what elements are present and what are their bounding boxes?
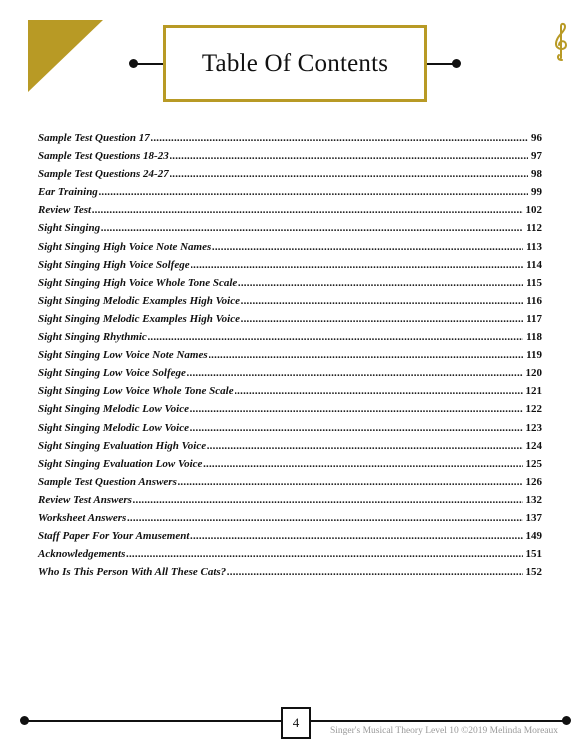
toc-entry[interactable]: [38, 548, 542, 566]
toc-entry-title: Sight Singing Low Voice Note Names: [38, 349, 208, 362]
toc-entry-title: Sample Test Question Answers: [38, 475, 177, 488]
toc-leader-dots: [241, 295, 523, 307]
toc-entry-title: Sight Singing Low Voice Solfege: [38, 367, 186, 380]
title-dot-left: [129, 59, 138, 68]
toc-leader-dots: [241, 313, 523, 325]
title-dot-right: [452, 59, 461, 68]
footer-dot-right: [562, 716, 571, 725]
toc-entry-title: Review Test Answers: [38, 493, 132, 506]
title-box: [163, 25, 427, 102]
page-title: Table Of Contents: [201, 49, 389, 77]
footer-dot-left: [20, 716, 29, 725]
toc-leader-dots: [99, 186, 528, 198]
toc-leader-dots: [207, 440, 522, 452]
toc-leader-dots: [187, 367, 523, 379]
toc-leader-dots: [190, 530, 522, 542]
toc-entry[interactable]: [38, 458, 542, 476]
treble-clef-icon: [552, 22, 570, 62]
toc-leader-dots: [101, 222, 523, 234]
toc-entry[interactable]: [38, 349, 542, 367]
toc-entry[interactable]: [38, 150, 542, 168]
toc-entry-title: Sight Singing High Voice Solfege: [38, 258, 190, 271]
toc-entry-page: 152: [525, 566, 542, 579]
toc-entry-title: Worksheet Answers: [38, 511, 127, 524]
toc-entry[interactable]: [38, 512, 542, 530]
toc-entry-title: Sight Singing Melodic Examples High Voice: [38, 294, 241, 307]
toc-leader-dots: [151, 132, 528, 144]
toc-entry-title: Sight Singing Rhythmic: [38, 331, 147, 344]
toc-leader-dots: [127, 512, 522, 524]
toc-leader-dots: [212, 241, 523, 253]
toc-entry-page: 97: [531, 150, 542, 163]
toc-entry[interactable]: [38, 186, 542, 204]
corner-decoration: [28, 20, 103, 92]
toc-entry[interactable]: [38, 494, 542, 512]
page-number-box: [281, 707, 311, 739]
toc-list: [38, 132, 542, 584]
toc-entry-page: 99: [531, 186, 542, 199]
toc-entry-title: Sight Singing Melodic Examples High Voice: [38, 312, 241, 325]
toc-entry[interactable]: [38, 259, 542, 277]
toc-leader-dots: [170, 150, 528, 162]
toc-leader-dots: [238, 277, 523, 289]
toc-entry[interactable]: [38, 331, 542, 349]
toc-entry-page: 120: [525, 367, 542, 380]
toc-entry-page: 125: [525, 457, 542, 470]
toc-entry-title: Review Test: [38, 204, 92, 217]
toc-entry-page: 114: [526, 258, 542, 271]
toc-entry-page: 132: [525, 493, 542, 506]
toc-entry-page: 123: [525, 421, 542, 434]
toc-entry[interactable]: [38, 566, 542, 584]
toc-entry-title: Sight Singing Evaluation Low Voice: [38, 457, 203, 470]
toc-entry-page: 113: [526, 240, 542, 253]
toc-entry-page: 115: [526, 276, 542, 289]
toc-entry[interactable]: [38, 476, 542, 494]
toc-entry-page: 118: [526, 331, 542, 344]
toc-entry[interactable]: [38, 530, 542, 548]
toc-leader-dots: [133, 494, 523, 506]
toc-entry[interactable]: [38, 222, 542, 240]
toc-entry[interactable]: [38, 168, 542, 186]
toc-entry-page: 149: [525, 530, 542, 543]
toc-leader-dots: [209, 349, 523, 361]
toc-entry-title: Who Is This Person With All These Cats?: [38, 566, 227, 579]
toc-leader-dots: [126, 548, 522, 560]
toc-entry[interactable]: [38, 403, 542, 421]
toc-entry-page: 121: [525, 385, 542, 398]
toc-entry-title: Sight Singing Melodic Low Voice: [38, 403, 189, 416]
toc-entry-title: Sight Singing Evaluation High Voice: [38, 439, 207, 452]
toc-entry[interactable]: [38, 385, 542, 403]
toc-entry-page: 122: [525, 403, 542, 416]
toc-entry[interactable]: [38, 204, 542, 222]
toc-entry[interactable]: [38, 295, 542, 313]
toc-leader-dots: [148, 331, 523, 343]
toc-entry[interactable]: [38, 367, 542, 385]
toc-entry-title: Sight Singing High Voice Note Names: [38, 240, 212, 253]
toc-entry[interactable]: [38, 277, 542, 295]
toc-entry[interactable]: [38, 422, 542, 440]
toc-entry-title: Sight Singing Melodic Low Voice: [38, 421, 189, 434]
footer-rule-left: [24, 720, 281, 722]
toc-leader-dots: [178, 476, 523, 488]
toc-leader-dots: [92, 204, 522, 216]
toc-entry[interactable]: [38, 313, 542, 331]
toc-entry-title: Staff Paper For Your Amusement: [38, 530, 190, 543]
toc-entry-title: Ear Training: [38, 186, 98, 199]
footer-credit: Singer's Musical Theory Level 10 ©2019 Melinda Moreaux: [330, 726, 558, 736]
toc-entry-page: 137: [525, 511, 542, 524]
toc-leader-dots: [170, 168, 528, 180]
page-number: 4: [292, 715, 300, 730]
toc-entry-page: 102: [525, 204, 542, 217]
toc-entry-title: Sample Test Question 17: [38, 132, 150, 144]
toc-entry[interactable]: [38, 440, 542, 458]
toc-entry-page: 124: [525, 439, 542, 452]
toc-entry-page: 151: [525, 548, 542, 561]
toc-entry-title: Acknowledgements: [38, 548, 126, 561]
toc-leader-dots: [191, 259, 524, 271]
toc-leader-dots: [227, 566, 522, 578]
toc-entry[interactable]: [38, 241, 542, 259]
toc-entry-title: Sample Test Questions 18-23: [38, 150, 169, 163]
toc-entry-page: 126: [525, 475, 542, 488]
toc-leader-dots: [190, 403, 523, 415]
toc-entry-page: 98: [531, 168, 542, 181]
toc-entry-page: 96: [531, 132, 542, 144]
toc-leader-dots: [235, 385, 523, 397]
toc-leader-dots: [190, 422, 523, 434]
toc-entry-page: 112: [526, 222, 542, 235]
toc-entry-page: 117: [526, 312, 542, 325]
footer-rule-right: [311, 720, 566, 722]
toc-entry-title: Sight Singing: [38, 222, 101, 235]
toc-entry[interactable]: [38, 132, 542, 150]
toc-entry-title: Sight Singing High Voice Whole Tone Scale: [38, 276, 238, 289]
toc-leader-dots: [203, 458, 522, 470]
toc-entry-page: 119: [526, 349, 542, 362]
toc-entry-title: Sight Singing Low Voice Whole Tone Scale: [38, 385, 234, 398]
toc-entry-page: 116: [526, 294, 542, 307]
toc-entry-title: Sample Test Questions 24-27: [38, 168, 169, 181]
